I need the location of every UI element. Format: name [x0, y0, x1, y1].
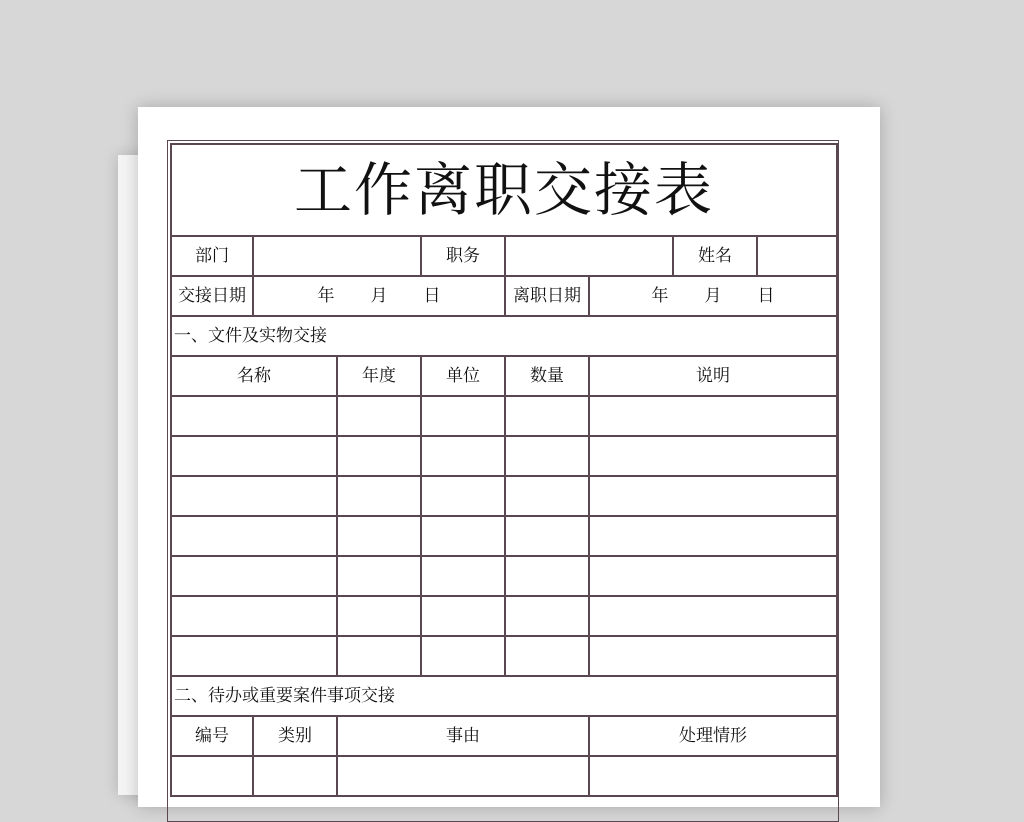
year-unit: 年: [317, 285, 335, 306]
unit-cell[interactable]: [421, 636, 505, 676]
name-cell[interactable]: [171, 516, 337, 556]
table-row: [171, 636, 837, 676]
day-unit: 日: [757, 285, 775, 306]
table-row: [171, 556, 837, 596]
dept-label: 部门: [171, 236, 253, 276]
day-unit: 日: [423, 285, 441, 306]
unit-cell[interactable]: [421, 436, 505, 476]
quantity-cell[interactable]: [505, 436, 589, 476]
year-cell[interactable]: [337, 476, 421, 516]
handover-date-field[interactable]: [253, 276, 505, 316]
table-row: [171, 396, 837, 436]
handling-cell[interactable]: [589, 756, 837, 796]
note-cell[interactable]: [589, 556, 837, 596]
position-field[interactable]: [505, 236, 673, 276]
quantity-cell[interactable]: [505, 596, 589, 636]
quantity-cell[interactable]: [505, 396, 589, 436]
note-cell[interactable]: [589, 476, 837, 516]
name-cell[interactable]: [171, 396, 337, 436]
name-cell[interactable]: [171, 436, 337, 476]
category-cell[interactable]: [253, 756, 337, 796]
quantity-cell[interactable]: [505, 636, 589, 676]
note-cell[interactable]: [589, 516, 837, 556]
unit-cell[interactable]: [421, 476, 505, 516]
col-header-name: 名称: [171, 356, 337, 396]
col-header-quantity: 数量: [505, 356, 589, 396]
col-header-year: 年度: [337, 356, 421, 396]
note-cell[interactable]: [589, 636, 837, 676]
name-field[interactable]: [757, 236, 837, 276]
position-label: 职务: [421, 236, 505, 276]
name-cell[interactable]: [171, 476, 337, 516]
note-cell[interactable]: [589, 396, 837, 436]
month-unit: 月: [370, 285, 388, 306]
quantity-cell[interactable]: [505, 476, 589, 516]
table-row: [171, 476, 837, 516]
unit-cell[interactable]: [421, 396, 505, 436]
name-cell[interactable]: [171, 596, 337, 636]
year-cell[interactable]: [337, 396, 421, 436]
dept-field[interactable]: [253, 236, 421, 276]
year-cell[interactable]: [337, 516, 421, 556]
form-outer-frame: [167, 140, 839, 822]
year-unit: 年: [651, 285, 669, 306]
table-row: [171, 516, 837, 556]
handover-form-table: [170, 143, 838, 797]
col-header-matter: 事由: [337, 716, 589, 756]
unit-cell[interactable]: [421, 516, 505, 556]
paper-sheet: [138, 107, 880, 807]
year-cell[interactable]: [337, 556, 421, 596]
table-row: [171, 596, 837, 636]
table-row: [171, 436, 837, 476]
col-header-unit: 单位: [421, 356, 505, 396]
number-cell[interactable]: [171, 756, 253, 796]
col-header-handling: 处理情形: [589, 716, 837, 756]
handover-date-label: 交接日期: [171, 276, 253, 316]
section1-heading: 一、文件及实物交接: [171, 316, 837, 356]
unit-cell[interactable]: [421, 556, 505, 596]
col-header-category: 类别: [253, 716, 337, 756]
unit-cell[interactable]: [421, 596, 505, 636]
resign-date-field[interactable]: [589, 276, 837, 316]
year-cell[interactable]: [337, 636, 421, 676]
name-cell[interactable]: [171, 636, 337, 676]
year-cell[interactable]: [337, 596, 421, 636]
section2-heading: 二、待办或重要案件事项交接: [171, 676, 837, 716]
col-header-number: 编号: [171, 716, 253, 756]
month-unit: 月: [704, 285, 722, 306]
table-row: [171, 756, 837, 796]
note-cell[interactable]: [589, 596, 837, 636]
resign-date-label: 离职日期: [505, 276, 589, 316]
quantity-cell[interactable]: [505, 516, 589, 556]
col-header-note: 说明: [589, 356, 837, 396]
note-cell[interactable]: [589, 436, 837, 476]
year-cell[interactable]: [337, 436, 421, 476]
name-label: 姓名: [673, 236, 757, 276]
quantity-cell[interactable]: [505, 556, 589, 596]
matter-cell[interactable]: [337, 756, 589, 796]
name-cell[interactable]: [171, 556, 337, 596]
form-title: 工作离职交接表: [171, 144, 837, 236]
